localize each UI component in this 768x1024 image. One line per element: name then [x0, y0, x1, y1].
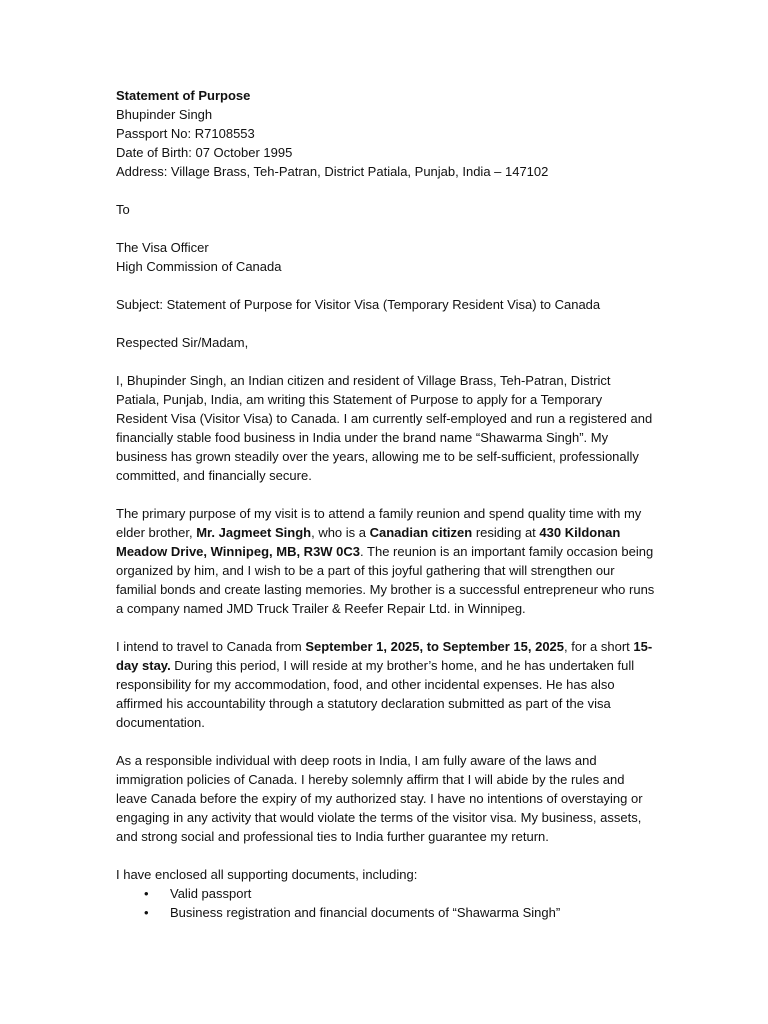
salutation: Respected Sir/Madam,: [116, 335, 249, 350]
spacer: [116, 732, 656, 751]
paragraph-text: , for a short: [564, 639, 634, 654]
paragraph-compliance: As a responsible individual with deep roots in India, I am fully aware of the laws and immigration policies of Canada. I hereby solemnly affirm that I will abide by the rules and leave Canada before the expiry of my authorized stay. I have no intentions of overstaying or engaging in any activity that would violate the terms of the visitor visa. My business, assets, and strong social and professional ties to India further guarantee my return.: [116, 753, 643, 844]
spacer: [116, 219, 656, 238]
addressee-officer: The Visa Officer: [116, 240, 209, 255]
bullet-icon: •: [144, 905, 149, 920]
paragraph-documents-intro: I have enclosed all supporting documents, including:: [116, 867, 418, 882]
brother-name: Mr. Jagmeet Singh: [196, 525, 312, 540]
paragraph-introduction: I, Bhupinder Singh, an Indian citizen and resident of Village Brass, Teh-Patran, District Patiala, Punjab, India, am writing this Statement of Purpose to apply for a Temporary Resident Visa (Visitor Visa) to Canada. I am currently self-employed and run a registered and financially stable food business in India under the brand name “Shawarma Singh”. My business has grown steadily over the years, allowing me to be self-sufficient, professionally committed, and financially secure.: [116, 373, 653, 483]
spacer: [116, 314, 656, 333]
bullet-icon: •: [144, 886, 149, 901]
stay-duration: 15-day stay.: [116, 639, 653, 673]
list-item-label: Valid passport: [170, 886, 252, 901]
citizenship-status: Canadian citizen: [369, 525, 473, 540]
paragraph-text: During this period, I will reside at my brother’s home, and he has undertaken full responsibility for my accommodation, food, and other incidental expenses. He has also affirmed his accountability through a statutory declaration submitted as part of the visa documentation.: [116, 658, 635, 730]
spacer: [116, 352, 656, 371]
letter-body: [116, 86, 656, 922]
travel-dates: September 1, 2025, to September 15, 2025: [305, 639, 565, 654]
to-label: To: [116, 202, 130, 217]
documents-list: [116, 884, 656, 922]
paragraph-text: The primary purpose of my visit is to attend a family reunion and spend quality time with my elder brother,: [116, 506, 642, 540]
spacer: [116, 276, 656, 295]
list-item: [116, 884, 656, 903]
subject-line: Subject: Statement of Purpose for Visitor Visa (Temporary Resident Visa) to Canada: [116, 297, 601, 312]
date-of-birth: Date of Birth: 07 October 1995: [116, 145, 293, 160]
applicant-address: Address: Village Brass, Teh-Patran, District Patiala, Punjab, India – 147102: [116, 164, 549, 179]
spacer: [116, 618, 656, 637]
applicant-name: Bhupinder Singh: [116, 107, 213, 122]
paragraph-travel-dates: [116, 637, 656, 732]
paragraph-text: I intend to travel to Canada from: [116, 639, 306, 654]
spacer: [116, 846, 656, 865]
spacer: [116, 485, 656, 504]
paragraph-text: residing at: [472, 525, 540, 540]
paragraph-purpose: [116, 504, 656, 618]
paragraph-text: . The reunion is an important family occasion being organized by him, and I wish to be a part of this joyful gathering that will strengthen our familial bonds and create lasting memories. My brother is a successful entrepreneur who runs a company named JMD Truck Trailer & Reefer Repair Ltd. in Winnipeg.: [116, 544, 655, 616]
document-title: Statement of Purpose: [116, 88, 251, 103]
list-item-label: Business registration and financial documents of “Shawarma Singh”: [170, 905, 561, 920]
passport-number: Passport No: R7108553: [116, 126, 255, 141]
brother-address: 430 Kildonan Meadow Drive, Winnipeg, MB, R3W 0C3: [116, 525, 621, 559]
list-item: [116, 903, 656, 922]
paragraph-text: , who is a: [311, 525, 370, 540]
addressee-office: High Commission of Canada: [116, 259, 282, 274]
spacer: [116, 181, 656, 200]
